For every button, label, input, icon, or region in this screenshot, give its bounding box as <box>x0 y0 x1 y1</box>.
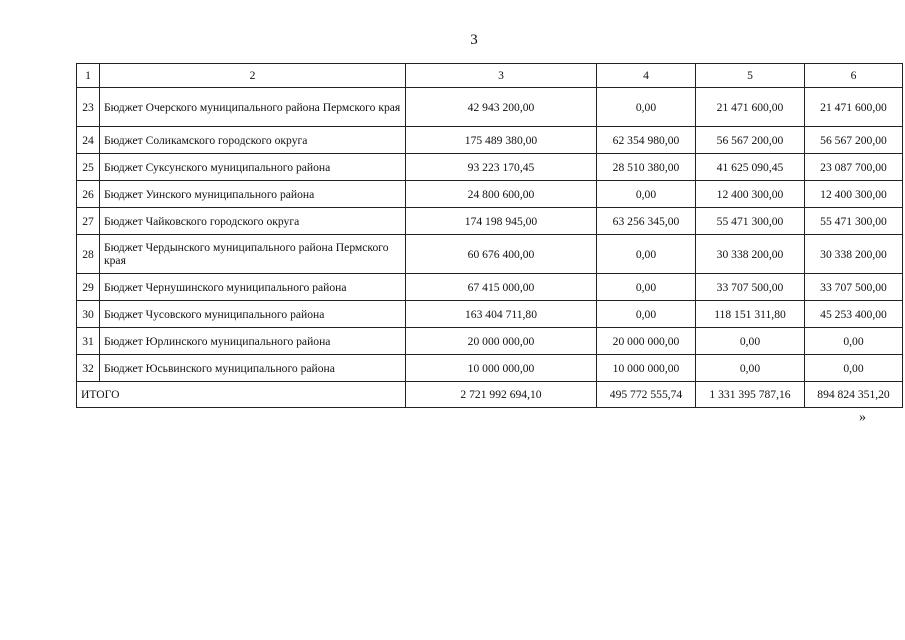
amount-col-5: 12 400 300,00 <box>696 181 805 208</box>
header-col-1: 1 <box>77 64 100 88</box>
amount-col-6: 23 087 700,00 <box>805 154 903 181</box>
budget-name: Бюджет Чайковского городского округа <box>100 208 406 235</box>
header-col-3: 3 <box>406 64 597 88</box>
amount-col-3: 42 943 200,00 <box>406 88 597 127</box>
amount-col-5: 0,00 <box>696 328 805 355</box>
table-row <box>77 127 903 154</box>
row-number: 23 <box>77 88 100 127</box>
row-number: 28 <box>77 235 100 274</box>
total-row <box>77 382 903 408</box>
amount-col-5: 0,00 <box>696 355 805 382</box>
amount-col-4: 0,00 <box>597 274 696 301</box>
amount-col-6: 30 338 200,00 <box>805 235 903 274</box>
row-number: 25 <box>77 154 100 181</box>
header-col-5: 5 <box>696 64 805 88</box>
amount-col-6: 33 707 500,00 <box>805 274 903 301</box>
total-label: ИТОГО <box>77 382 406 408</box>
amount-col-5: 30 338 200,00 <box>696 235 805 274</box>
amount-col-6: 45 253 400,00 <box>805 301 903 328</box>
amount-col-5: 118 151 311,80 <box>696 301 805 328</box>
table-row <box>77 355 903 382</box>
budget-name: Бюджет Суксунского муниципального района <box>100 154 406 181</box>
total-col-5: 1 331 395 787,16 <box>696 382 805 408</box>
amount-col-3: 24 800 600,00 <box>406 181 597 208</box>
row-number: 30 <box>77 301 100 328</box>
amount-col-6: 21 471 600,00 <box>805 88 903 127</box>
amount-col-3: 163 404 711,80 <box>406 301 597 328</box>
row-number: 31 <box>77 328 100 355</box>
header-row <box>77 64 903 88</box>
table-row <box>77 274 903 301</box>
amount-col-6: 12 400 300,00 <box>805 181 903 208</box>
amount-col-6: 0,00 <box>805 355 903 382</box>
amount-col-5: 33 707 500,00 <box>696 274 805 301</box>
header-col-2: 2 <box>100 64 406 88</box>
amount-col-3: 60 676 400,00 <box>406 235 597 274</box>
table-row <box>77 301 903 328</box>
amount-col-4: 0,00 <box>597 88 696 127</box>
budget-name: Бюджет Юрлинского муниципального района <box>100 328 406 355</box>
amount-col-3: 67 415 000,00 <box>406 274 597 301</box>
amount-col-5: 41 625 090,45 <box>696 154 805 181</box>
closing-quote-mark: » <box>859 410 866 425</box>
amount-col-4: 0,00 <box>597 181 696 208</box>
amount-col-3: 20 000 000,00 <box>406 328 597 355</box>
amount-col-4: 62 354 980,00 <box>597 127 696 154</box>
row-number: 24 <box>77 127 100 154</box>
table-row <box>77 328 903 355</box>
budget-name: Бюджет Чердынского муниципального района Пермского края <box>100 235 406 274</box>
table-header <box>77 64 903 88</box>
row-number: 32 <box>77 355 100 382</box>
row-number: 29 <box>77 274 100 301</box>
budget-name: Бюджет Юсьвинского муниципального района <box>100 355 406 382</box>
total-col-4: 495 772 555,74 <box>597 382 696 408</box>
amount-col-4: 28 510 380,00 <box>597 154 696 181</box>
budget-name: Бюджет Соликамского городского округа <box>100 127 406 154</box>
page-number: 3 <box>470 32 478 48</box>
budget-table <box>76 63 903 408</box>
amount-col-6: 56 567 200,00 <box>805 127 903 154</box>
header-col-4: 4 <box>597 64 696 88</box>
budget-name: Бюджет Чусовского муниципального района <box>100 301 406 328</box>
budget-name: Бюджет Чернушинского муниципального района <box>100 274 406 301</box>
table-row <box>77 208 903 235</box>
header-col-6: 6 <box>805 64 903 88</box>
budget-name: Бюджет Уинского муниципального района <box>100 181 406 208</box>
amount-col-3: 10 000 000,00 <box>406 355 597 382</box>
table-row <box>77 88 903 127</box>
amount-col-5: 21 471 600,00 <box>696 88 805 127</box>
amount-col-6: 0,00 <box>805 328 903 355</box>
total-col-6: 894 824 351,20 <box>805 382 903 408</box>
row-number: 27 <box>77 208 100 235</box>
amount-col-4: 10 000 000,00 <box>597 355 696 382</box>
total-col-3: 2 721 992 694,10 <box>406 382 597 408</box>
amount-col-4: 63 256 345,00 <box>597 208 696 235</box>
amount-col-4: 0,00 <box>597 235 696 274</box>
table-row <box>77 235 903 274</box>
row-number: 26 <box>77 181 100 208</box>
table-row <box>77 154 903 181</box>
amount-col-5: 56 567 200,00 <box>696 127 805 154</box>
amount-col-5: 55 471 300,00 <box>696 208 805 235</box>
amount-col-6: 55 471 300,00 <box>805 208 903 235</box>
amount-col-3: 93 223 170,45 <box>406 154 597 181</box>
budget-name: Бюджет Очерского муниципального района Пермского края <box>100 88 406 127</box>
amount-col-4: 0,00 <box>597 301 696 328</box>
table-body <box>77 88 903 408</box>
amount-col-3: 175 489 380,00 <box>406 127 597 154</box>
amount-col-3: 174 198 945,00 <box>406 208 597 235</box>
amount-col-4: 20 000 000,00 <box>597 328 696 355</box>
table-row <box>77 181 903 208</box>
